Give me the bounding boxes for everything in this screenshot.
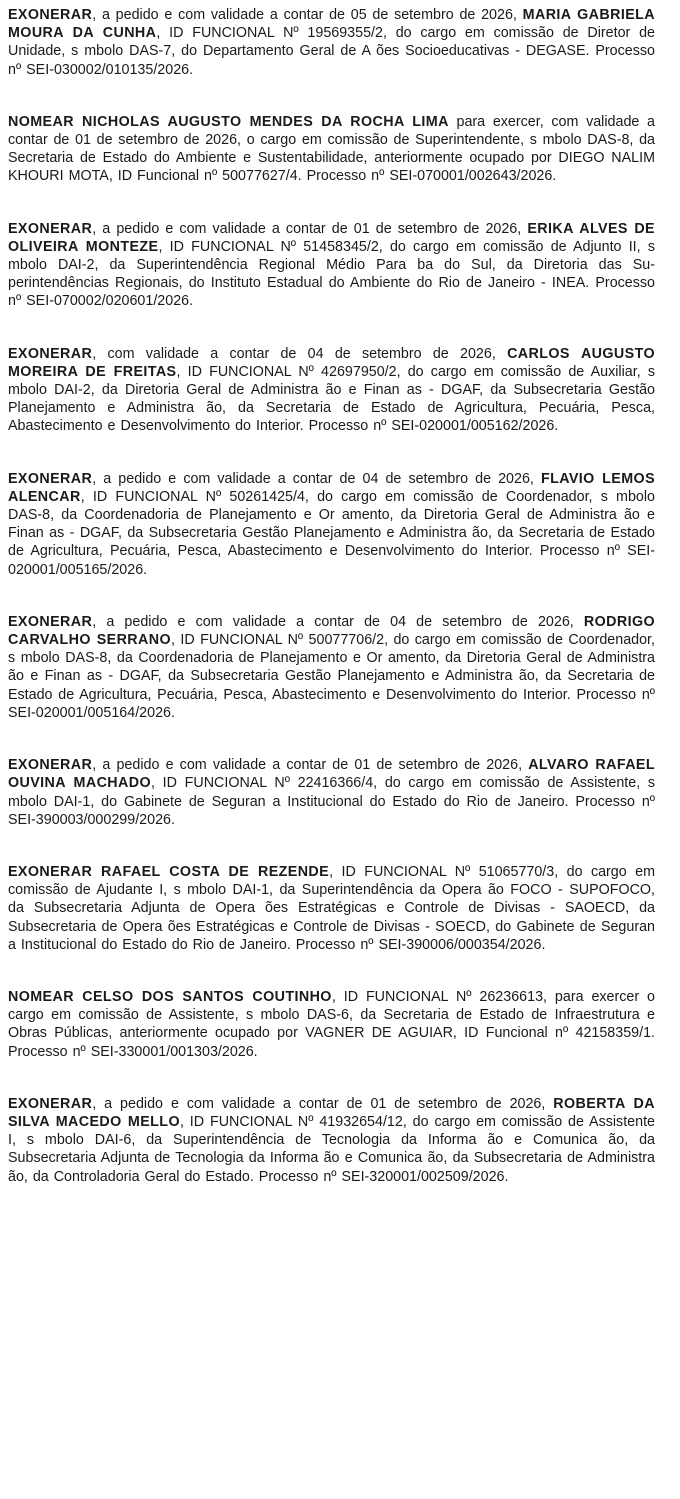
person-name: MARIA GABRIELA MOURA DA CUNHA (8, 7, 656, 42)
person-name: ALVARO RAFAEL OUVINA MACHADO (8, 757, 655, 792)
act-text: , ID FUNCIONAL Nº 19569355/2, do cargo em comissão de Diretor de Unidade, s mbolo DAS-7, do Departamento Geral de A ões Socioeducativas - DEGASE. Processo nº SEI-030002/010135/2026. (8, 25, 655, 78)
act-text: , ID FUNCIONAL Nº 42697950/2, do cargo em comissão de Auxiliar, s mbolo DAI-2, da Diretoria Geral de Administra ão e Finan as - DGAF, da Subsecretaria Gestão Planejamento e Administra ão, da Secretaria de Estado de Agricultura, Pecuária, Pesca, Abastecimento e Desenvolvimento do Interior. Processo nº SEI-020001/005162/2026. (8, 363, 655, 435)
act-8 (8, 863, 655, 954)
act-text: , ID FUNCIONAL Nº 51065770/3, do cargo em comissão de Ajudante I, s mbolo DAI-1, da Superintendência da Opera ão FOCO - SUPOFOCO, da Subsecretaria Adjunta de Opera ões Estratégicas e Controle de Divisas - SAOECD, da Subsecretaria de Opera ões Estratégicas e Controle de Divisas - SOECD, do Gabinete de Seguran a Institucional do Estado do Rio de Janeiro. Processo nº SEI-390006/000354/2026. (8, 863, 655, 953)
act-5 (8, 470, 655, 579)
act-verb: EXONERAR (8, 1095, 93, 1112)
act-text: para exercer, com validade a contar de 01 de setembro de 2026, o cargo em comissão de Superintendente, s mbolo DAS-8, da Secretaria de Estado do Ambiente e Sustentabilidade, anteriormente ocupado por DIEGO NALIM KHOURI MOTA, ID Funcional nº 50077627/4. Processo nº SEI-070001/002643/2026. (8, 113, 655, 185)
act-1 (8, 6, 655, 79)
act-text: , ID FUNCIONAL Nº 50261425/4, do cargo em comissão de Coordenador, s mbolo DAS-8, da Coordenadoria de Planejamento e Or amento, da Diretoria Geral de Administra ão e Finan as - DGAF, da Subsecretaria Gestão Planejamento e Administra ão, da Secretaria de Estado de Agricultura, Pecuária, Pesca, Abastecimento e Desenvolvimento do Interior. Processo nº SEI-020001/005165/2026. (8, 488, 655, 578)
act-text: , ID FUNCIONAL Nº 41932654/12, do cargo em comissão de Assistente I, s mbolo DAI-6, da Superintendência de Tecnologia da Informa ão e Comunica ão, da Subsecretaria Adjunta de Tecnologia da Informa ão e Comunica ão, da Subsecretaria de Administra ão, da Controladoria Geral do Estado. Processo nº SEI-320001/002509/2026. (8, 1113, 655, 1185)
act-text: , a pedido e com validade a contar de 01 de setembro de 2026, (92, 757, 529, 774)
act-text: , a pedido e com validade a contar de 01 de setembro de 2026, (92, 1095, 554, 1112)
act-verb: EXONERAR (8, 613, 93, 630)
act-verb: EXONERAR (8, 470, 93, 487)
person-name: ROBERTA DA SILVA MACEDO MELLO (8, 1095, 655, 1130)
act-text: , ID FUNCIONAL Nº 50077706/2, do cargo em comissão de Coordenador, s mbolo DAS-8, da Coordenadoria de Planejamento e Or amento, da Diretoria Geral de Administra ão e Finan as - DGAF, da Subsecretaria Gestão Planejamento e Administra ão, da Secretaria de Estado de Agricultura, Pecuária, Pesca, Abastecimento e Desenvolvimento do Interior. Processo nº SEI-020001/005164/2026. (8, 632, 655, 721)
act-verb: EXONERAR (8, 7, 93, 23)
act-text: , a pedido e com validade a contar de 05 de setembro de 2026, (92, 7, 523, 23)
act-text: , a pedido e com validade a contar de 01 de setembro de 2026, (92, 220, 528, 237)
act-4 (8, 345, 655, 436)
act-text: , a pedido e com validade a contar de 04 de setembro de 2026, (92, 470, 541, 487)
person-name: ERIKA ALVES DE OLIVEIRA MONTEZE (8, 220, 655, 255)
act-9 (8, 988, 655, 1061)
act-verb: EXONERAR (8, 345, 93, 362)
person-name: RODRIGO CARVALHO SERRANO (8, 613, 655, 649)
person-name: FLAVIO LEMOS ALENCAR (8, 470, 655, 505)
act-verb: EXONERAR (8, 757, 93, 774)
act-6 (8, 613, 655, 722)
act-text: , ID FUNCIONAL Nº 22416366/4, do cargo em comissão de Assistente, s mbolo DAI-1, do Gabinete de Seguran a Institucional do Estado do Rio de Janeiro. Processo nº SEI-390003/000299/2026. (8, 775, 655, 828)
act-verb: EXONERAR (8, 220, 93, 237)
act-7 (8, 756, 655, 829)
act-verb: NOMEAR CELSO DOS SANTOS COUTINHO (8, 988, 332, 1005)
act-10 (8, 1095, 655, 1186)
act-3 (8, 220, 655, 311)
act-text: , a pedido e com validade a contar de 04 de setembro de 2026, (92, 613, 584, 630)
person-name: CARLOS AUGUSTO MOREIRA DE FREITAS (8, 345, 655, 380)
act-verb: NOMEAR NICHOLAS AUGUSTO MENDES DA ROCHA LIMA (8, 113, 449, 130)
act-text: , ID FUNCIONAL Nº 26236613, para exercer o cargo em comissão de Assistente, s mbolo DAS-6, da Secretaria de Estado de Infraestrutura e Obras Públicas, anteriormente ocupado por VAGNER DE AGUIAR, ID Funcional nº 42158359/1. Processo nº SEI-330001/001303/2026. (8, 988, 655, 1060)
act-text: , com validade a contar de 04 de setembro de 2026, (92, 345, 508, 362)
act-2 (8, 113, 655, 186)
act-text: , ID FUNCIONAL Nº 51458345/2, do cargo em comissão de Adjunto II, s mbolo DAI-2, da Superintendência Regional Médio Para ba do Sul, da Diretoria das Superintendências Regionais, do Instituto Estadual do Ambiente do Rio de Janeiro - INEA. Processo nº SEI-070002/020601/2026. (8, 238, 655, 310)
act-verb: EXONERAR RAFAEL COSTA DE REZENDE (8, 863, 330, 880)
